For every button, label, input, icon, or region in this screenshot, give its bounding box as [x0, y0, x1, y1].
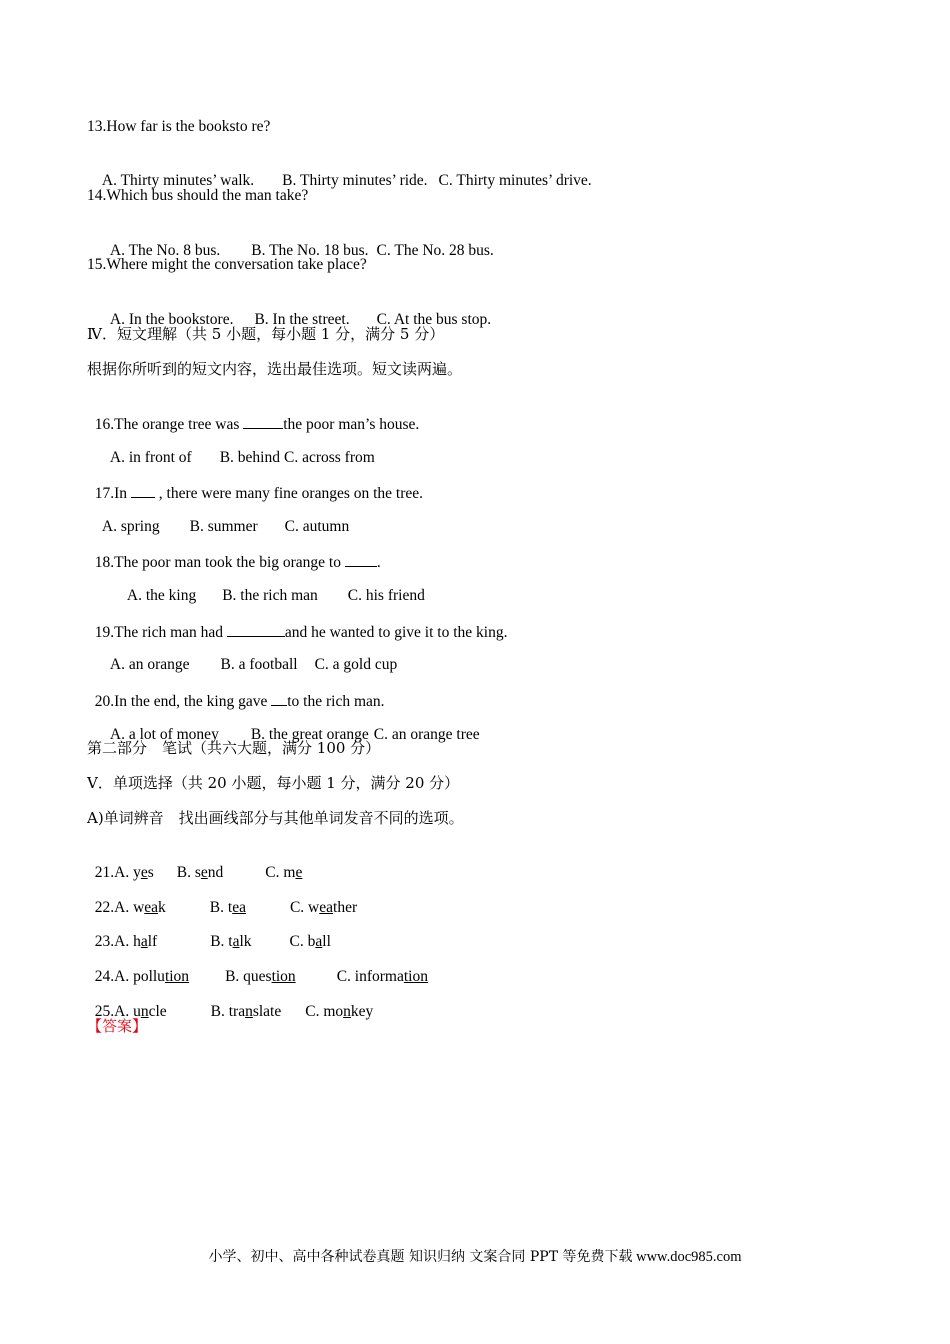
option-c: C. ball [289, 933, 331, 950]
option-a: A. weak [114, 899, 166, 916]
option-b: B. the rich man [222, 587, 318, 604]
option-a: A. half [114, 933, 158, 950]
option-a: A. Thirty minutes’ walk. [101, 172, 255, 189]
part-2-title: 第二部分 笔试（共六大题，满分 100 分） [87, 739, 381, 757]
question-22: 22.A. weak B. tea C. weather [94, 899, 358, 916]
option-a: A. the king [126, 587, 197, 604]
question-14-stem: 14.Which bus should the man take? [87, 187, 309, 204]
option-b: B. tea [209, 899, 246, 916]
option-c: C. a gold cup [314, 656, 398, 673]
option-c: C. autumn [284, 518, 350, 535]
question-24: 24.A. pollution B. question C. information [94, 968, 428, 985]
answer-blank [345, 551, 377, 567]
option-c: C. Thirty minutes’ drive. [438, 172, 592, 189]
option-c: C. me [265, 864, 303, 881]
page-footer [0, 1246, 950, 1266]
option-c: C. At the bus stop. [376, 311, 492, 328]
question-21: 21.A. yes B. send C. me [94, 864, 303, 881]
option-c: C. his friend [347, 587, 425, 604]
question-20-stem: 20.In the end, the king gave to the rich man. [87, 670, 385, 712]
question-18-options [120, 566, 425, 606]
option-a: A. pollution [114, 968, 190, 985]
option-b: B. a football [220, 656, 298, 673]
option-c: C. monkey [305, 1003, 374, 1020]
option-a: A. uncle [114, 1003, 167, 1020]
answer-label: 【答案】 [87, 1017, 148, 1035]
section-4-instruction: 根据你所听到的短文内容，选出最佳选项。短文读两遍。 [87, 360, 463, 378]
footer-text: 小学、初中、高中各种试卷真题 知识归纳 文案合同 PPT 等免费下载 [208, 1249, 633, 1265]
option-c: C. an orange tree [373, 726, 480, 743]
answer-blank [131, 482, 155, 498]
question-18-stem: 18.The poor man took the big orange to . [87, 531, 381, 573]
option-b: B. Thirty minutes’ ride. [282, 172, 428, 189]
question-16-stem: 16.The orange tree was the poor man’s house. [87, 393, 419, 435]
option-a: A. spring [101, 518, 160, 535]
option-b: B. talk [210, 933, 252, 950]
option-a: A. yes [114, 864, 154, 881]
question-13-stem: 13.How far is the booksto re? [87, 118, 271, 135]
section-5-subtitle: A)单词辨音 找出画线部分与其他单词发音不同的选项。 [87, 809, 464, 827]
question-17-stem: 17.In , there were many fine oranges on the tree. [87, 462, 423, 504]
option-b: B. the great orange [250, 726, 369, 743]
option-b: B. In the street. [254, 311, 350, 328]
section-5-title: Ⅴ．单项选择（共 20 小题，每小题 1 分，满分 20 分） [87, 774, 460, 792]
answer-blank [271, 690, 287, 706]
option-b: B. summer [189, 518, 258, 535]
option-a: A. an orange [109, 656, 190, 673]
option-b: B. translate [210, 1003, 282, 1020]
question-19-options [103, 635, 397, 675]
footer-url[interactable]: www.doc985.com [636, 1249, 742, 1265]
option-c: C. weather [289, 899, 358, 916]
question-25: 25.A. uncle B. translate C. monkey [94, 1003, 374, 1020]
option-c: C. information [336, 968, 428, 985]
question-19-stem: 19.The rich man had and he wanted to give it to the king. [87, 601, 507, 643]
option-c: C. The No. 28 bus. [376, 242, 494, 259]
option-c: C. across from [283, 449, 375, 466]
option-b: B. send [176, 864, 224, 881]
option-b: B. behind [219, 449, 280, 466]
option-a: A. The No. 8 bus. [109, 242, 221, 259]
option-a: A. In the bookstore. [109, 311, 234, 328]
question-13-options [95, 151, 592, 191]
question-15-stem: 15.Where might the conversation take place? [87, 256, 367, 273]
question-23: 23.A. half B. talk C. ball [94, 933, 331, 950]
option-a: A. in front of [109, 449, 192, 466]
section-4-title: Ⅳ．短文理解（共 5 小题，每小题 1 分，满分 5 分） [87, 325, 445, 343]
option-b: B. The No. 18 bus. [251, 242, 369, 259]
option-b: B. question [225, 968, 296, 985]
answer-blank [243, 413, 283, 429]
option-a: A. a lot of money [109, 726, 219, 743]
